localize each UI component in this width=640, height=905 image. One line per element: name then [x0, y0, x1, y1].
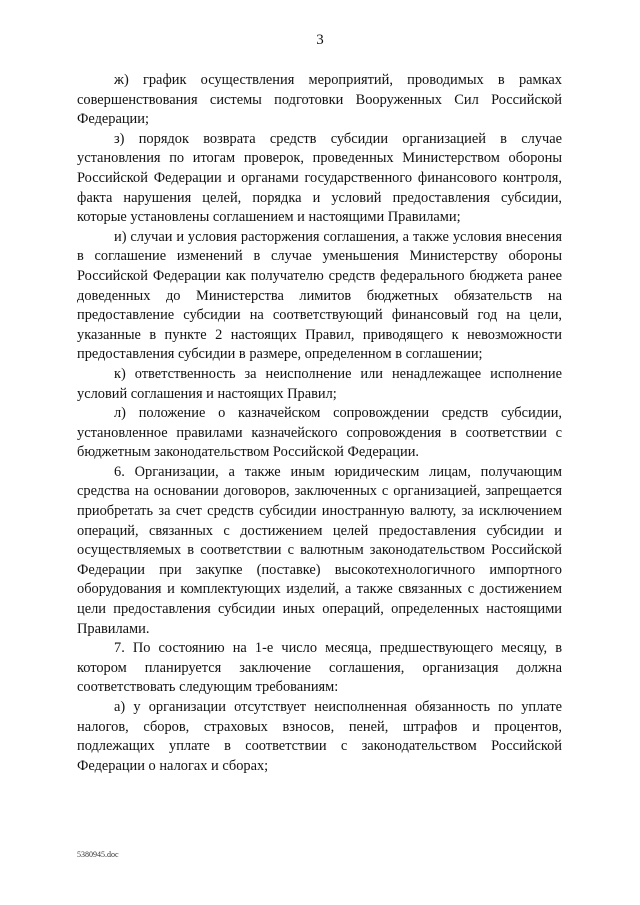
paragraph-k: к) ответственность за неисполнение или ненадлежащее исполнение условий соглашения и настоящих Правил;: [77, 365, 562, 402]
page-number: 3: [316, 32, 324, 48]
paragraph-7a: а) у организации отсутствует неисполненная обязанность по уплате налогов, сборов, страховых взносов, пеней, штрафов и процентов, подлежащих уплате в соответствии с законодательством Российской Федерации о налогах и сборах;: [77, 699, 562, 774]
document-body: [77, 71, 562, 776]
paragraph-7: 7. По состоянию на 1-е число месяца, предшествующего месяцу, в котором планируется заключение соглашения, организация должна соответствовать следующим требованиям:: [77, 640, 562, 696]
paragraph-i: и) случаи и условия расторжения соглашения, а также условия внесения в соглашение изменений в случае уменьшения Министерству обороны Российской Федерации как получателю средств федерального бюджета ранее доведенных до Министерства лимитов бюджетных обязательств на предоставление субсидии на соответствующий финансовый год на цели, указанные в пункте 2 настоящих Правил, приводящего к невозможности предоставления субсидии в размере, определенном в соглашении;: [77, 228, 562, 363]
paragraph-z: з) порядок возврата средств субсидии организацией в случае установления по итогам проверок, проведенных Министерством обороны Российской Федерации и органами государственного финансового контроля, факта нарушения целей, порядка и условий предоставления субсидии, которые установлены соглашением и настоящими Правилами;: [77, 130, 562, 226]
paragraph-6: 6. Организации, а также иным юридическим лицам, получающим средства на основании договоров, заключенных с организацией, запрещается приобретать за счет средств субсидии иностранную валюту, за исключением операций, связанных с достижением целей предоставления субсидии и осуществляемых в соответствии с валютным законодательством Российской Федерации при закупке (поставке) высокотехнологичного импортного оборудования и комплектующих изделий, а также связанных с достижением цели предоставления субсидии иных операций, определенных настоящими Правилами.: [77, 463, 562, 637]
paragraph-l: л) положение о казначейском сопровождении средств субсидии, установленное правилами казначейского сопровождения в соответствии с бюджетным законодательством Российской Федерации.: [77, 405, 562, 461]
document-filename: 5380945.doc: [77, 850, 119, 859]
paragraph-zh: ж) график осуществления мероприятий, проводимых в рамках совершенствования системы подготовки Вооруженных Сил Российской Федерации;: [77, 72, 562, 128]
